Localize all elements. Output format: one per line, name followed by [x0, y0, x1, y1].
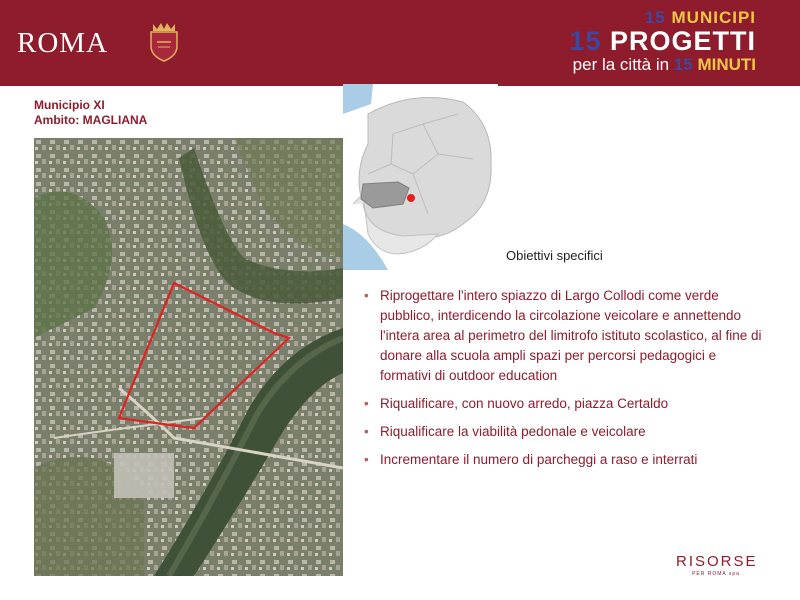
- roma-logo: ROMA: [17, 27, 109, 59]
- minuti-word: MINUTI: [697, 55, 756, 74]
- list-item: • Riqualificare la viabilità pedonale e veicolare: [364, 422, 764, 442]
- risorse-brand: RISORSE: [676, 553, 758, 570]
- municipi-count: 15: [644, 8, 666, 27]
- progetti-word: PROGETTI: [609, 26, 756, 56]
- list-item: • Incrementare il numero di parcheggi a raso e interrati: [364, 450, 764, 470]
- ambito-label: Ambito: MAGLIANA: [34, 113, 148, 127]
- list-item: • Riprogettare l'intero spiazzo di Largo Collodi come verde pubblico, interdicendo la circolazione veicolare e annettendo l'intera area al perimetro del limitrofo istituto scolastico, al fine di donare alla scuola ampli spazi per percorsi pedagogici e formativi di outdoor education: [364, 286, 764, 386]
- area-subtitle: [34, 98, 147, 128]
- aerial-map-image: [34, 138, 343, 576]
- city-text: per la città in: [572, 55, 670, 74]
- progetti-count: 15: [569, 26, 602, 56]
- objectives-list: [364, 286, 764, 478]
- risorse-logo: [676, 553, 756, 577]
- header-bar: [0, 0, 800, 86]
- project-title: [569, 8, 756, 75]
- minuti-count: 15: [673, 55, 693, 74]
- municipio-label: Municipio XI: [34, 98, 105, 112]
- risorse-brand-sub: PER ROMA spa: [692, 571, 740, 577]
- roma-crest-icon: [147, 20, 181, 62]
- rome-district-map: [343, 84, 498, 270]
- list-item: • Riqualificare, con nuovo arredo, piazza Certaldo: [364, 394, 764, 414]
- objectives-title: Obiettivi specifici: [506, 248, 603, 263]
- municipi-word: MUNICIPI: [671, 8, 756, 27]
